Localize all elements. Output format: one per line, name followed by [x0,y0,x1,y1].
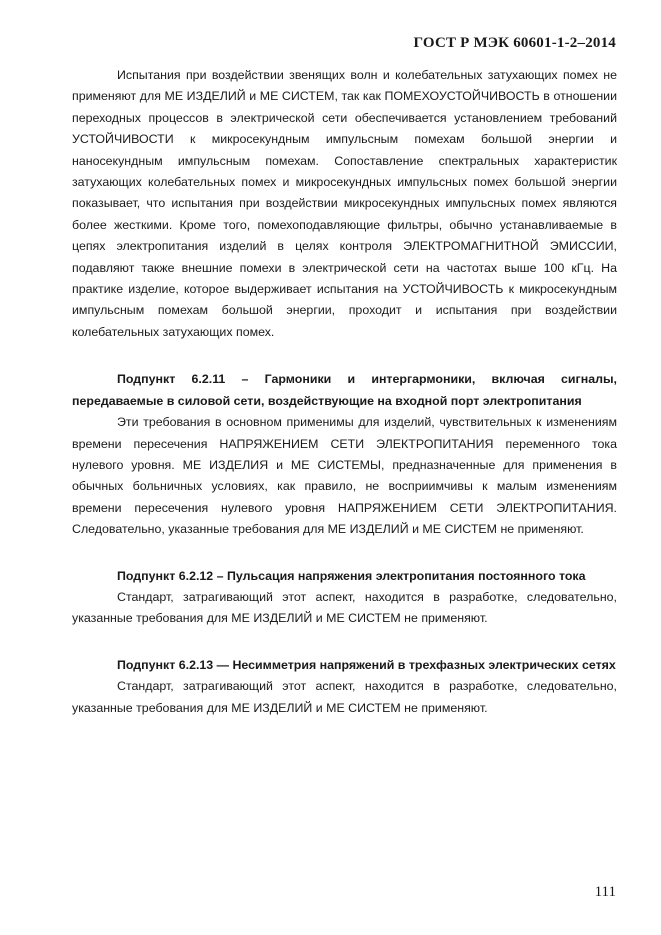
spacer [72,343,617,369]
document-body [72,65,617,719]
heading-6-2-13: Подпункт 6.2.13 — Несимметрия напряжений в трехфазных электрических сетях [117,657,616,672]
paragraph-dc-ripple: Стандарт, затрагивающий этот аспект, находится в разработке, следовательно, указанные требования для МЕ ИЗДЕЛИЙ и МЕ СИСТЕМ не применяют. [72,589,617,626]
heading-6-2-11: Подпункт 6.2.11 – Гармоники и интергармоники, включая сигналы, передаваемые в силовой сети, воздействующие на входной порт электропитания [72,372,617,408]
paragraph-ring-wave: Испытания при воздействии звенящих волн и колебательных затухающих помех не применяют для МЕ ИЗДЕЛИЙ и МЕ СИСТЕМ, так как ПОМЕХОУСТОЙЧИВОСТЬ в отношении переходных процессов в электрической сети обеспечивается установлением требований УСТОЙЧИВОСТИ к микросекундным импульсным помехам большой энергии и наносекундным импульсным помехам. Сопоставление спектральных характеристик затухающих колебательных помех и микросекундных импульсных помех большой энергии показывает, что испытания при воздействии микросекундных импульсных помех являются более жесткими. Кроме того, помехоподавляющие фильтры, обычно устанавливаемые в цепях электропитания изделий в целях контроля ЭЛЕКТРОМАГНИТНОЙ ЭМИССИИ, подавляют также внешние помехи в электрической сети на частотах выше 100 кГц. На практике изделие, которое выдерживает испытания на УСТОЙЧИВОСТЬ к микросекундным импульсным помехам большой энергии, проходит и испытания при воздействии колебательных затухающих помех. [72,68,617,339]
document-header: ГОСТ Р МЭК 60601-1-2–2014 [413,35,616,51]
spacer [72,630,617,655]
heading-6-2-12: Подпункт 6.2.12 – Пульсация напряжения электропитания постоянного тока [117,568,586,583]
paragraph-harmonics: Эти требования в основном применимы для изделий, чувствительных к изменениям времени пересечения НАПРЯЖЕНИЕМ СЕТИ ЭЛЕКТРОПИТАНИЯ переменного тока нулевого уровня. МЕ ИЗДЕЛИЯ и МЕ СИСТЕМЫ, предназначенные для применения в обычных больничных условиях, как правило, не восприимчивы к малым изменениям времени пересечения нулевого уровня НАПРЯЖЕНИЕМ СЕТИ ЭЛЕКТРОПИТАНИЯ. Следовательно, указанные требования для МЕ ИЗДЕЛИЙ и МЕ СИСТЕМ не применяют. [72,415,617,537]
page-number: 111 [594,884,616,900]
paragraph-unbalance: Стандарт, затрагивающий этот аспект, находится в разработке, следовательно, указанные требования для МЕ ИЗДЕЛИЙ и МЕ СИСТЕМ не применяют. [72,679,617,715]
spacer [72,541,617,566]
